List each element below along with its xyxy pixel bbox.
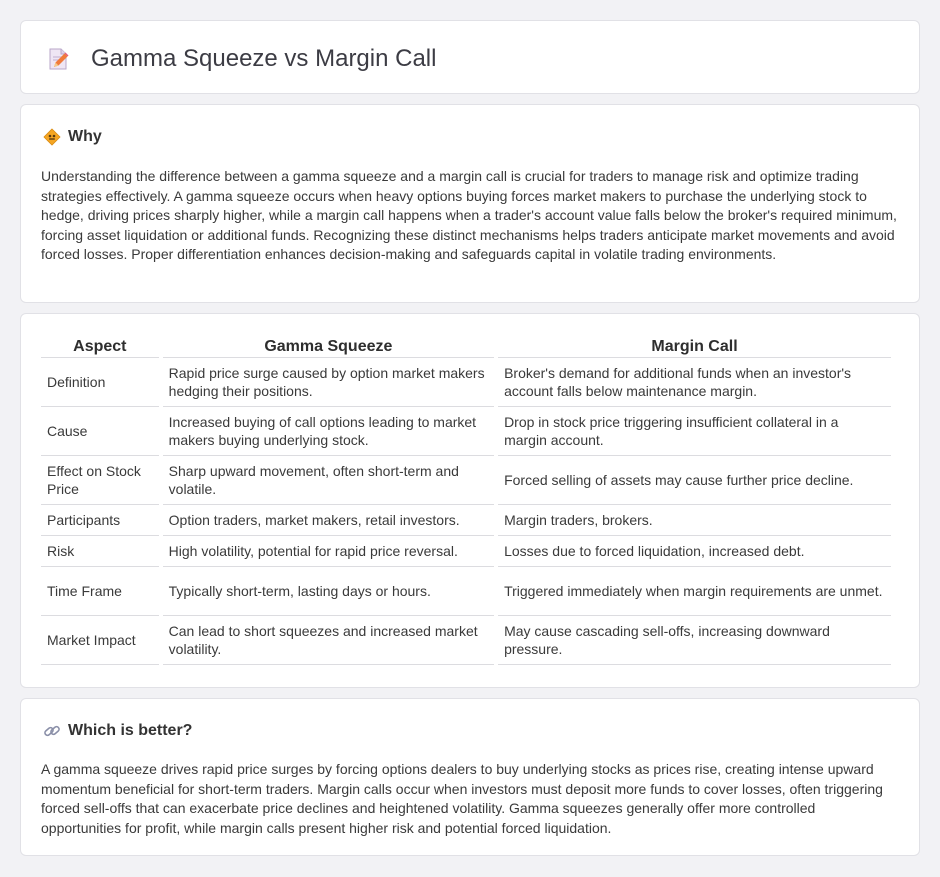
why-section [20,104,920,303]
header-margin-call: Margin Call [498,336,891,358]
comparison-section [20,313,920,688]
better-text: A gamma squeeze drives rapid price surges by forcing options dealers to buy underlying stocks as prices rise, creating intense upward momentum beneficial for short-term traders. Margin calls occur when investors must deposit more funds to cover losses, often triggering forced sell-offs that can exacerbate price declines and heightened volatility. Gamma squeezes generally offer more controlled opportunities for profit, while margin calls present higher risk and potential forced liquidation. [41,761,883,836]
table-header-row [41,336,891,358]
header-aspect: Aspect [41,336,159,358]
cell-margin: Broker's demand for additional funds when an investor's account falls below maintenance margin. [498,358,891,407]
table-row [41,616,891,665]
cell-margin: Losses due to forced liquidation, increased debt. [498,536,891,567]
cell-margin: Margin traders, brokers. [498,505,891,536]
document-pencil-icon [45,46,71,72]
cell-gamma: Typically short-term, lasting days or hours. [163,567,494,616]
cell-aspect: Cause [41,407,159,456]
better-title: Which is better? [68,722,193,739]
cell-margin: Triggered immediately when margin requirements are unmet. [498,567,891,616]
cell-margin: Drop in stock price triggering insufficient collateral in a margin account. [498,407,891,456]
table-row [41,358,891,407]
comparison-table [37,336,895,665]
cell-aspect: Market Impact [41,616,159,665]
cell-gamma: Sharp upward movement, often short-term and volatile. [163,456,494,505]
cell-margin: Forced selling of assets may cause further price decline. [498,456,891,505]
cell-gamma: Can lead to short squeezes and increased market volatility. [163,616,494,665]
why-title: Why [68,128,102,145]
header-card [20,20,920,94]
table-row [41,456,891,505]
cell-aspect: Risk [41,536,159,567]
diamond-sign-icon [43,128,61,146]
cell-gamma: High volatility, potential for rapid price reversal. [163,536,494,567]
table-row [41,536,891,567]
cell-gamma: Increased buying of call options leading to market makers buying underlying stock. [163,407,494,456]
cell-aspect: Time Frame [41,567,159,616]
why-text: Understanding the difference between a gamma squeeze and a margin call is crucial for traders to manage risk and optimize trading strategies effectively. A gamma squeeze occurs when heavy options buying forces market makers to purchase the underlying stock to hedge, driving prices sharply higher, while a margin call happens when a trader's account value falls below the broker's required minimum, forcing asset liquidation or additional funds. Recognizing these distinct mechanisms helps traders anticipate market movements and avoid forced losses. Proper differentiation enhances decision-making and safeguards capital in volatile trading environments. [41,168,897,262]
page-title: Gamma Squeeze vs Margin Call [91,45,437,72]
table-row [41,505,891,536]
why-heading [43,128,102,146]
cell-aspect: Participants [41,505,159,536]
cell-gamma: Rapid price surge caused by option market makers hedging their positions. [163,358,494,407]
table-row [41,567,891,616]
header-gamma-squeeze: Gamma Squeeze [163,336,494,358]
cell-margin: May cause cascading sell-offs, increasing downward pressure. [498,616,891,665]
title-row [45,45,436,73]
which-is-better-section [20,698,920,856]
cell-aspect: Definition [41,358,159,407]
table-row [41,407,891,456]
cell-aspect: Effect on Stock Price [41,456,159,505]
cell-gamma: Option traders, market makers, retail investors. [163,505,494,536]
link-icon [43,722,61,740]
better-heading [43,722,192,740]
